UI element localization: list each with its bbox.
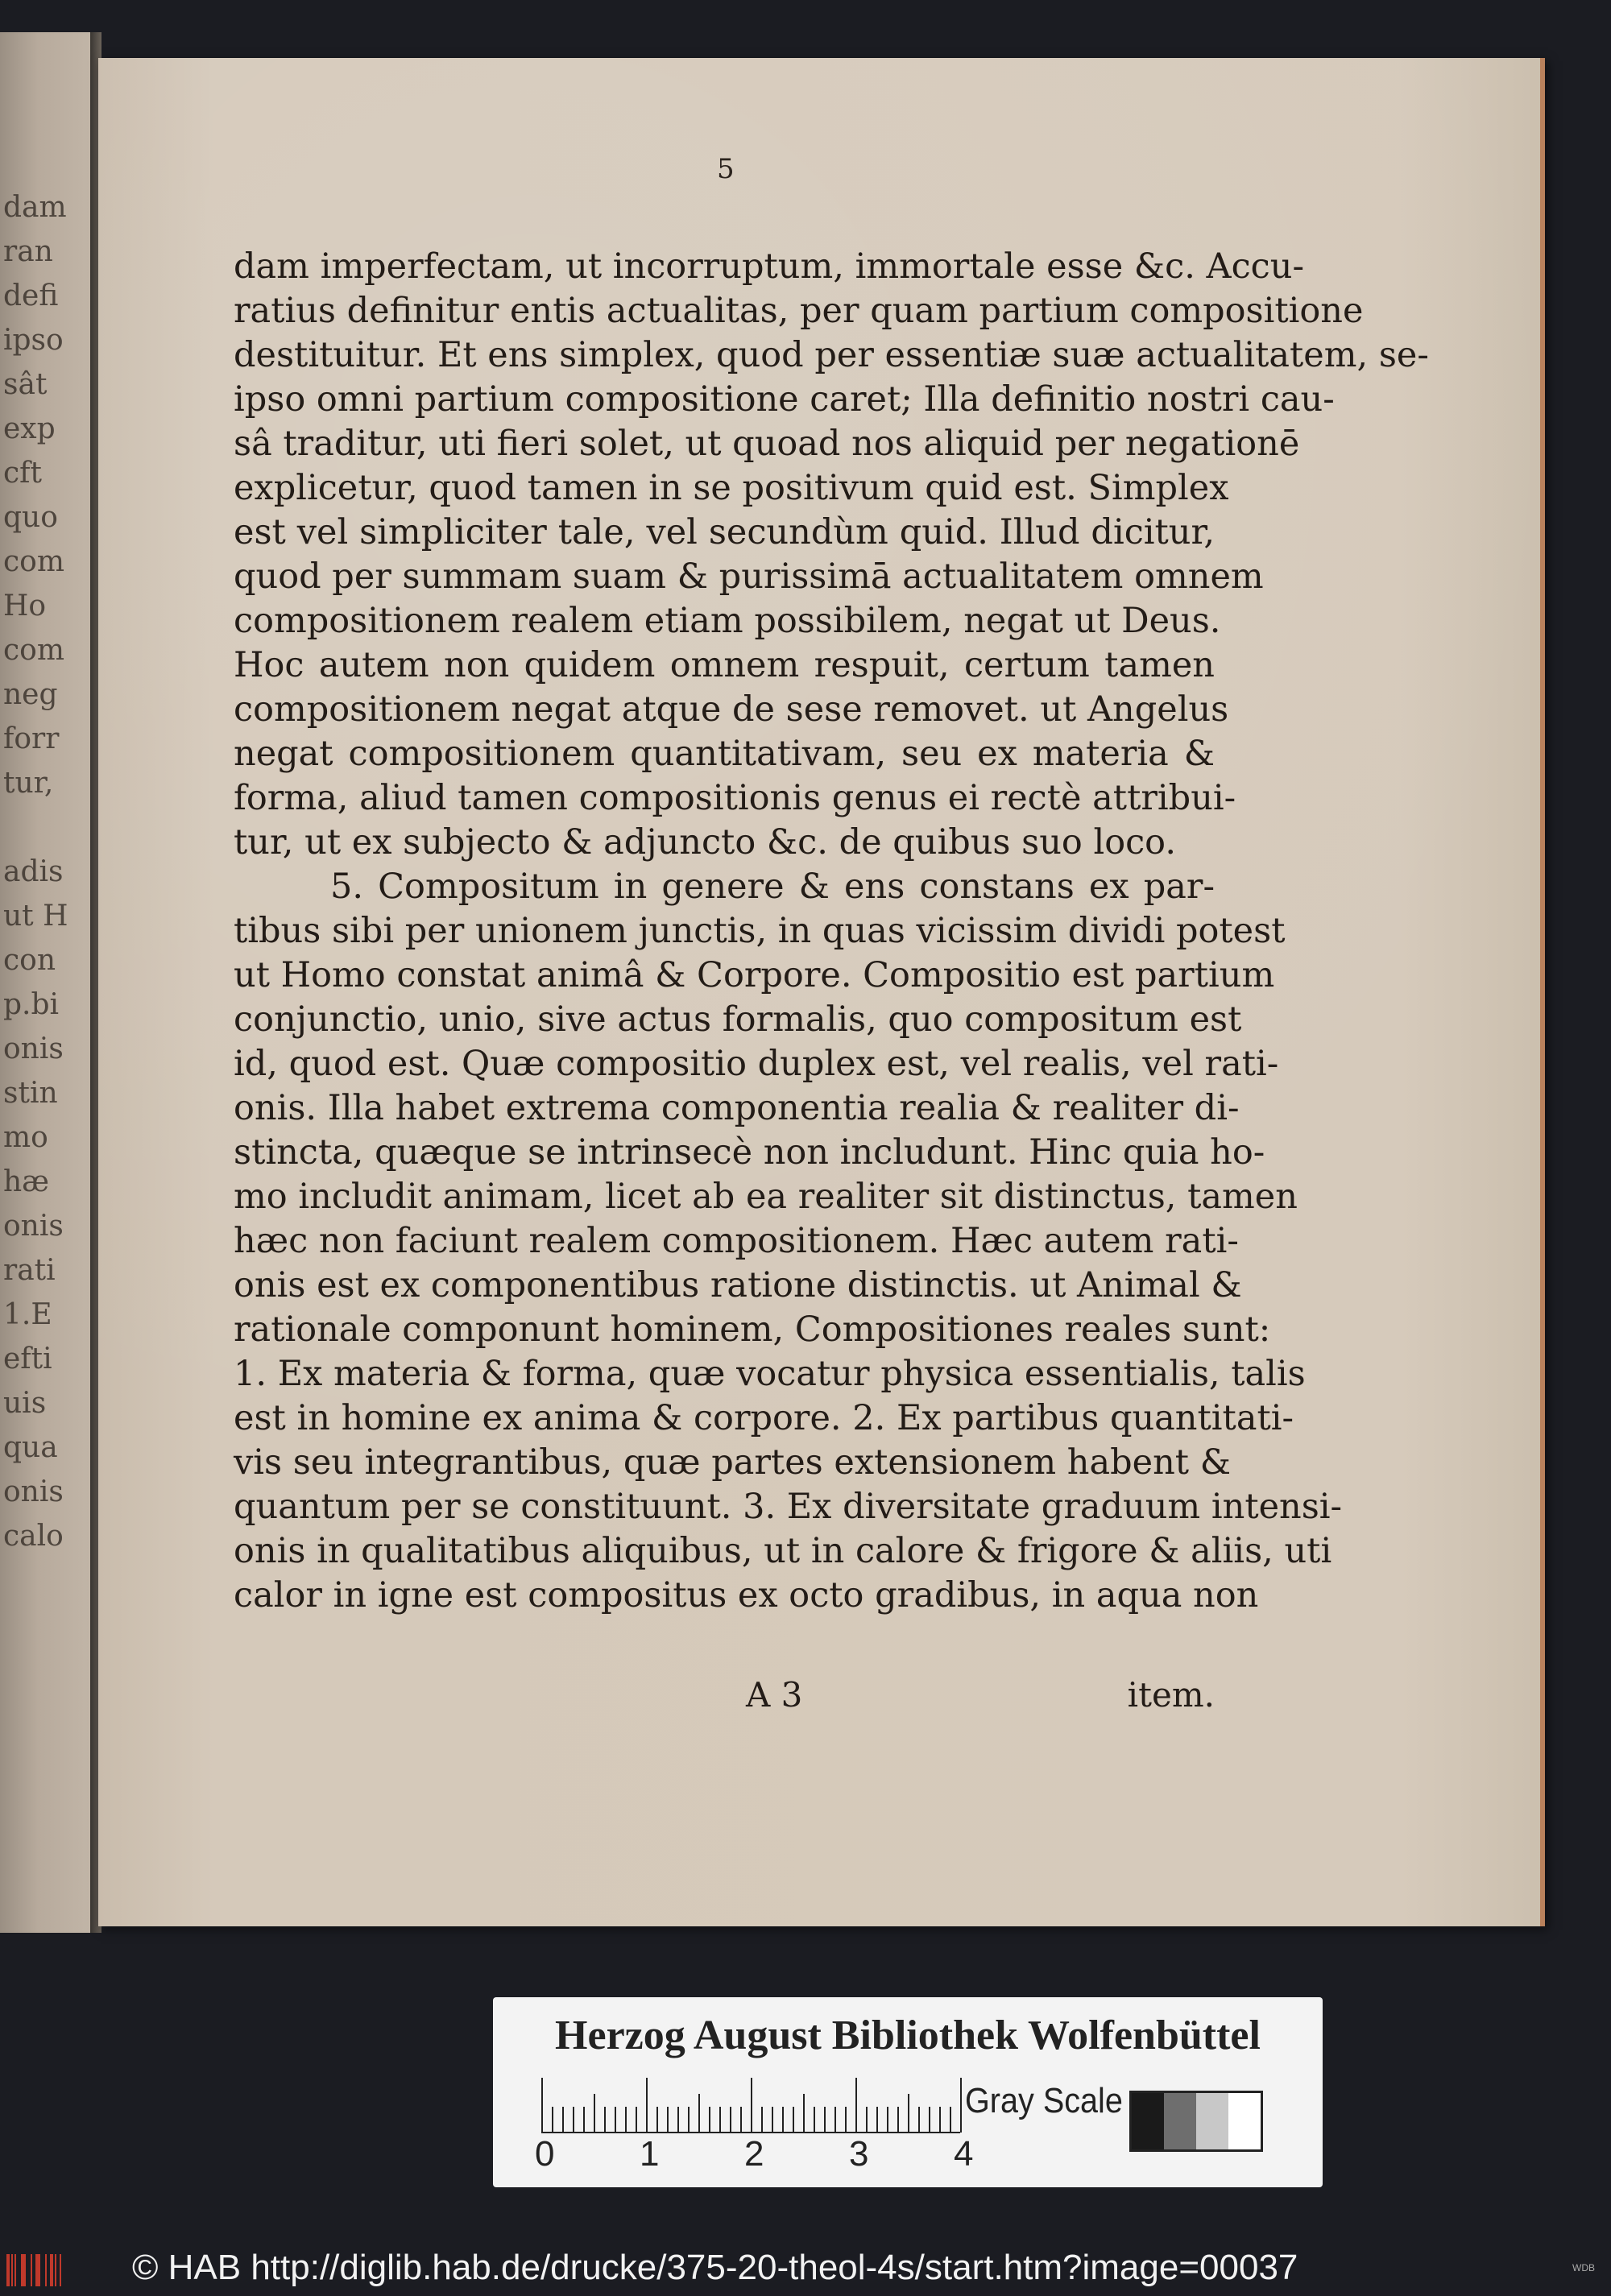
previous-page-fragment: onis (3, 1032, 64, 1065)
text-line: id, quod est. Quæ compositio duplex est, vel realis, vel rati- (234, 1044, 1279, 1084)
barcode-bar (11, 2254, 13, 2286)
measurement-ruler (541, 2078, 960, 2134)
grayscale-swatch (1164, 2093, 1196, 2149)
previous-page-fragment: tur, (3, 767, 54, 800)
previous-page-fragment: ipso (3, 324, 64, 357)
barcode-bar (14, 2254, 16, 2286)
grayscale-label: Gray Scale (965, 2081, 1123, 2120)
previous-page-fragment: cft (3, 457, 42, 490)
text-line: mo includit animam, licet ab ea realiter sit distinctus, tamen (234, 1177, 1298, 1217)
previous-page-fragment: defi (3, 279, 59, 312)
library-name: Herzog August Bibliothek Wolfenbüttel (555, 2013, 1261, 2058)
ruler-label: 3 (849, 2134, 869, 2174)
text-line: forma, aliud tamen compositionis genus ei rectè attribui- (234, 778, 1236, 818)
previous-page-fragment: calo (3, 1520, 64, 1553)
previous-page-fragment: uis (3, 1387, 47, 1420)
previous-page-text (3, 185, 92, 1558)
text-line: 5. Compositum in genere & ens constans ex par- (330, 867, 1215, 907)
text-line: explicetur, quod tamen in se positivum quid est. Simplex (234, 468, 1229, 508)
barcode-bar (24, 2254, 26, 2286)
previous-page-fragment: mo (3, 1121, 48, 1154)
barcode-bar (39, 2254, 40, 2286)
signature-mark: A 3 (746, 1675, 803, 1715)
text-line: vis seu integrantibus, quæ partes extensionem habent & (234, 1442, 1232, 1483)
barcode-icon (6, 2253, 66, 2288)
text-line: negat compositionem quantitativam, seu ex materia & (234, 734, 1215, 774)
text-line: sâ traditur, uti fieri solet, ut quoad nos aliquid per negationē (234, 424, 1300, 464)
previous-page-fragment: dam (3, 191, 67, 224)
barcode-bar (45, 2254, 47, 2286)
barcode-bar (60, 2254, 61, 2286)
text-line: compositionem realem etiam possibilem, negat ut Deus. (234, 601, 1221, 641)
catchword: item. (1127, 1675, 1215, 1715)
previous-page-fragment: neg (3, 678, 58, 711)
previous-page-fragment: forr (3, 722, 60, 755)
text-line: rationale componunt hominem, Compositiones reales sunt: (234, 1309, 1271, 1350)
text-line: hæc non faciunt realem compositionem. Hæc autem rati- (234, 1221, 1239, 1261)
previous-page-fragment: Ho (3, 590, 47, 623)
previous-page-fragment: hæ (3, 1165, 50, 1198)
previous-page-fragment: sât (3, 368, 48, 401)
barcode-bar (21, 2254, 24, 2286)
barcode-bar (50, 2254, 53, 2286)
text-line: est vel simpliciter tale, vel secundùm quid. Illud dicitur, (234, 512, 1215, 552)
ruler-labels (535, 2134, 1041, 2174)
grayscale-swatch (1196, 2093, 1228, 2149)
text-line: stincta, quæque se intrinsecè non includunt. Hinc quia ho- (234, 1132, 1265, 1173)
text-line: onis. Illa habet extrema componentia realia & realiter di- (234, 1088, 1240, 1128)
text-line: quantum per se constituunt. 3. Ex diversitate graduum intensi- (234, 1487, 1343, 1527)
previous-page-fragment: con (3, 944, 56, 977)
page-text-block (234, 245, 1429, 1618)
barcode-bar (55, 2254, 56, 2286)
text-line: ratius definitur entis actualitas, per quam partium compositione (234, 291, 1364, 331)
previous-page-fragment: onis (3, 1210, 64, 1243)
text-line: compositionem negat atque de sese removet. ut Angelus (234, 689, 1229, 730)
text-line: est in homine ex anima & corpore. 2. Ex partibus quantitati- (234, 1398, 1294, 1438)
text-line: conjunctio, unio, sive actus formalis, quo compositum est (234, 999, 1242, 1040)
text-line: dam imperfectam, ut incorruptum, immortale esse &c. Accu- (234, 246, 1304, 287)
previous-page-fragment: 1.E (3, 1298, 52, 1331)
grayscale-swatch (1228, 2093, 1261, 2149)
text-line: destituitur. Et ens simplex, quod per essentiæ suæ actualitatem, se- (234, 335, 1429, 375)
text-line: calor in igne est compositus ex octo gradibus, in aqua non (234, 1575, 1259, 1615)
credit-bar (0, 2243, 1611, 2296)
previous-page-fragment: qua (3, 1431, 58, 1464)
previous-page-fragment: onis (3, 1475, 64, 1508)
previous-page-edge (0, 32, 95, 1933)
ruler-label: 2 (744, 2134, 764, 2174)
previous-page-fragment: com (3, 634, 64, 667)
previous-page-fragment: ran (3, 235, 53, 268)
previous-page-fragment: com (3, 545, 64, 578)
text-line: ut Homo constat animâ & Corpore. Compositio est partium (234, 955, 1275, 995)
text-line: tur, ut ex subjecto & adjuncto &c. de quibus suo loco. (234, 822, 1176, 863)
book-page (98, 58, 1545, 1926)
grayscale-swatch (1132, 2093, 1164, 2149)
previous-page-fragment: stin (3, 1077, 58, 1110)
previous-page-fragment: quo (3, 501, 58, 534)
page-number: 5 (717, 153, 735, 185)
previous-page-fragment: efti (3, 1342, 52, 1376)
text-line: ipso omni partium compositione caret; Illa definitio nostri cau- (234, 379, 1335, 420)
text-line: onis est ex componentibus ratione distinctis. ut Animal & (234, 1265, 1242, 1305)
barcode-bar (6, 2254, 10, 2286)
previous-page-fragment (3, 805, 92, 850)
barcode-bar (35, 2254, 39, 2286)
previous-page-fragment: exp (3, 412, 56, 445)
barcode-bar (31, 2254, 32, 2286)
text-line: quod per summam suam & purissimā actualitatem omnem (234, 556, 1264, 597)
text-line: onis in qualitatibus aliquibus, ut in calore & frigore & aliis, uti (234, 1531, 1332, 1571)
previous-page-fragment: adis (3, 855, 64, 888)
page-footer (234, 1675, 1215, 1723)
previous-page-fragment: ut H (3, 900, 68, 933)
previous-page-fragment: p.bi (3, 988, 60, 1021)
ruler-label: 1 (640, 2134, 660, 2174)
grayscale-swatches (1129, 2091, 1263, 2152)
text-line: tibus sibi per unionem junctis, in quas vicissim dividi potest (234, 911, 1286, 951)
color-scale-card (493, 1997, 1323, 2187)
ruler-label: 4 (954, 2134, 974, 2174)
credit-link[interactable]: © HAB http://diglib.hab.de/drucke/375-20-theol-4s/start.htm?image=00037 (132, 2248, 1298, 2287)
previous-page-fragment: rati (3, 1254, 56, 1287)
text-line: Hoc autem non quidem omnem respuit, certum tamen (234, 645, 1215, 685)
text-line: 1. Ex materia & forma, quæ vocatur physica essentialis, talis (234, 1354, 1306, 1394)
credit-mark: WDB (1572, 2262, 1595, 2273)
ruler-label: 0 (535, 2134, 555, 2174)
